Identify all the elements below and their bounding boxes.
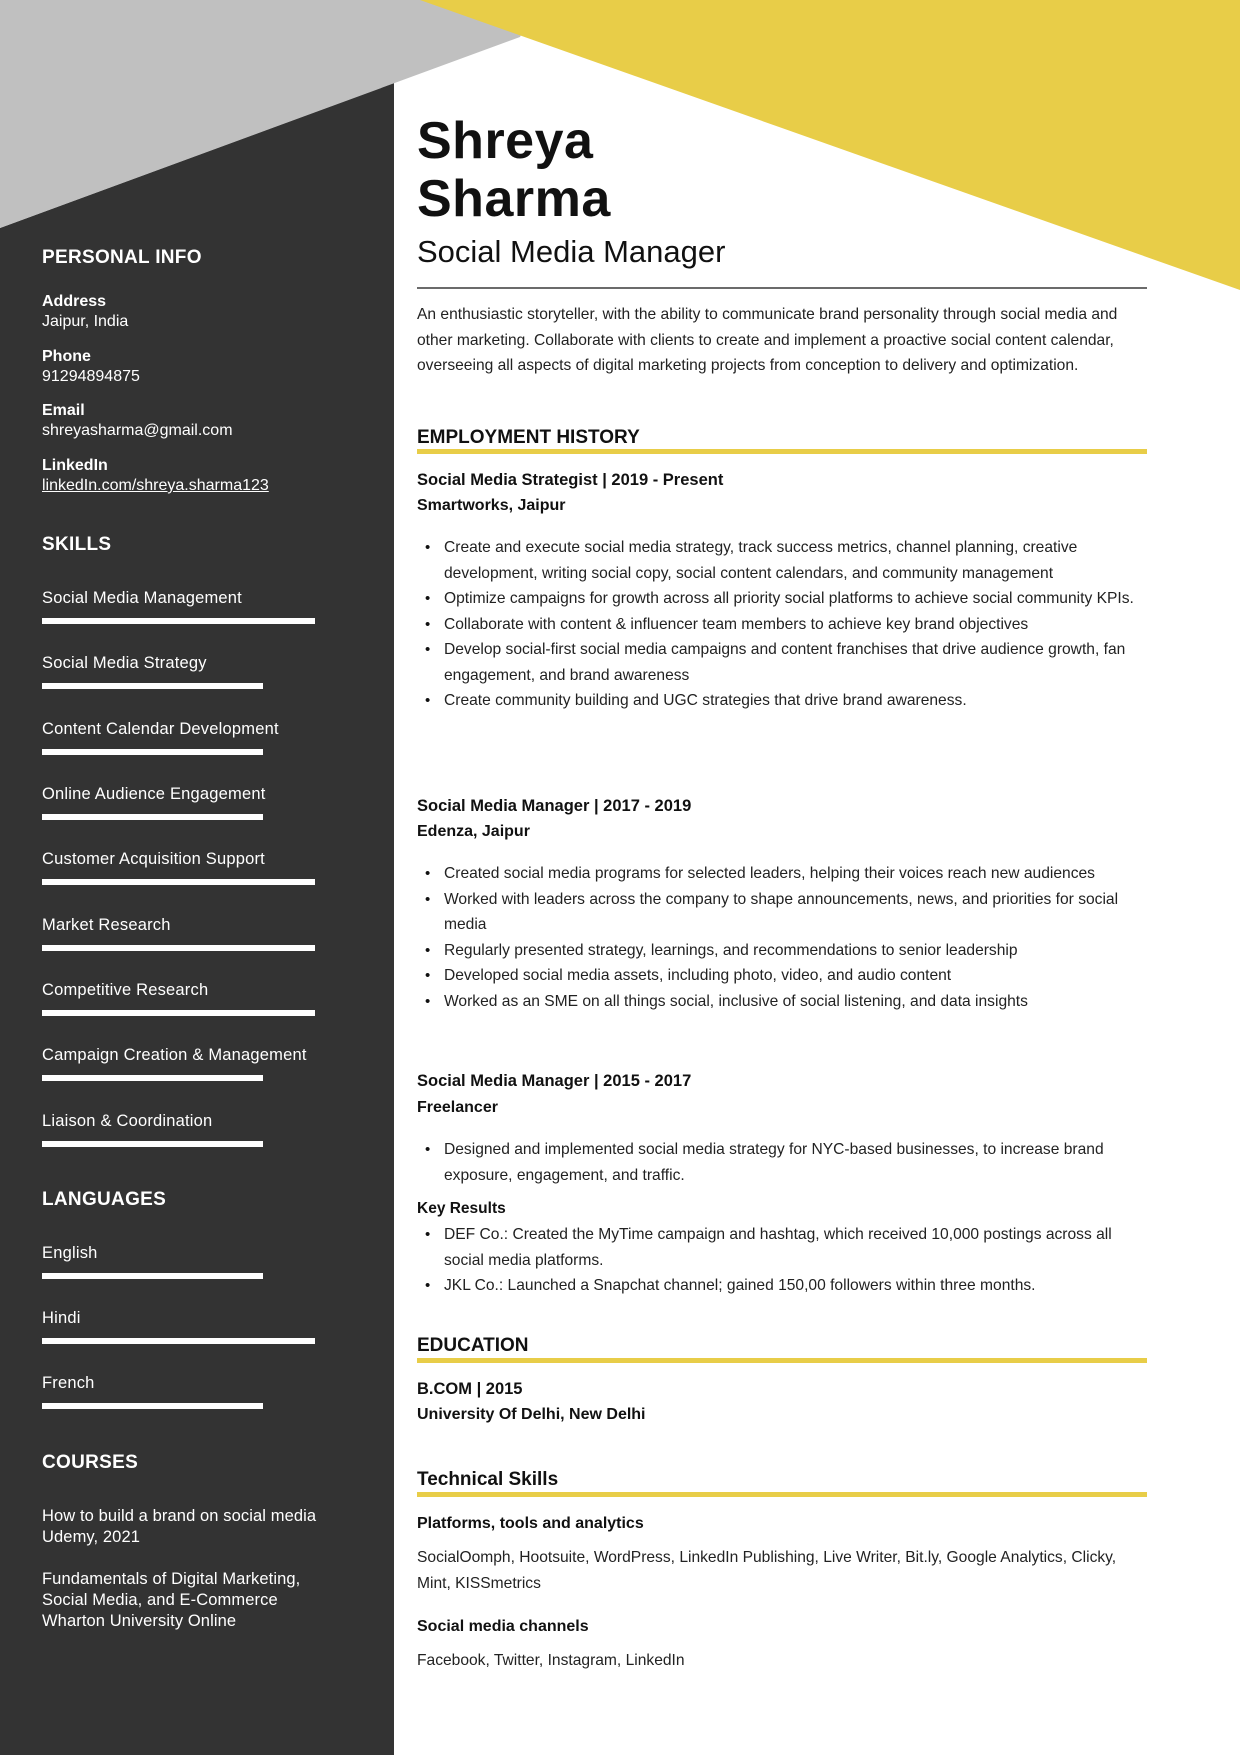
courses-heading: COURSES [42,1452,139,1473]
skill-label: Content Calendar Development [42,720,279,738]
skill-item [42,849,372,869]
bullet-item: • Create community building and UGC strategies that drive brand awareness. [444,688,1147,714]
bullet-item: • Developed social media assets, including photo, video, and audio content [444,963,1147,989]
skill-label: Online Audience Engagement [42,785,266,803]
job-bullets [417,1137,1147,1188]
skill-label: Competitive Research [42,981,209,999]
course-title: Fundamentals of Digital Marketing, [42,1570,301,1588]
skill-item [42,1045,372,1065]
skill-label: Social Media Management [42,589,242,607]
bullet-item: • Develop social-first social media campaigns and content franchises that drive audience growth, fan engagement, and brand awareness [444,637,1147,688]
skill-level-bar [42,945,315,951]
skill-item [42,980,372,1000]
tech-group-label: Platforms, tools and analytics [417,1515,644,1532]
school: University Of Delhi, New Delhi [417,1406,646,1423]
email-block [42,401,233,441]
language-item [42,1373,372,1393]
last-name: Sharma [417,170,611,228]
bullet-item: • Worked as an SME on all things social, inclusive of social listening, and data insights [444,989,1147,1015]
skill-label: Customer Acquisition Support [42,850,265,868]
skill-label: Campaign Creation & Management [42,1046,307,1064]
phone-block [42,347,140,387]
personal-info-heading: PERSONAL INFO [42,247,202,268]
course-provider: Wharton University Online [42,1612,237,1630]
skill-level-bar [42,1075,263,1081]
tech-group-value: SocialOomph, Hootsuite, WordPress, LinkedIn Publishing, Live Writer, Bit.ly, Google Analytics, Clicky, Mint, KISSmetrics [417,1549,1117,1592]
skill-item [42,1111,372,1131]
language-level-bar [42,1403,263,1409]
linkedin-label: LinkedIn [42,457,108,474]
skill-level-bar [42,879,315,885]
language-item [42,1243,372,1263]
language-label: Hindi [42,1309,81,1327]
email-value[interactable]: shreyasharma@gmail.com [42,422,233,439]
job-bullets [417,535,1147,714]
phone-value: 91294894875 [42,368,140,385]
address-block [42,292,128,332]
course-title-cont: Social Media, and E-Commerce [42,1591,278,1609]
address-label: Address [42,293,107,310]
title-divider [417,287,1147,289]
technical-skills-rule [417,1492,1147,1497]
education-heading: EDUCATION [417,1335,529,1356]
email-label: Email [42,402,85,419]
skill-item [42,719,372,739]
bullet-item: • Created social media programs for selected leaders, helping their voices reach new audiences [444,861,1147,887]
bullet-item: • Create and execute social media strategy, track success metrics, channel planning, creative development, writing social copy, social content calendars, and community management [444,535,1147,586]
bullet-item: • Optimize campaigns for growth across all priority social platforms to achieve social community KPIs. [444,586,1147,612]
skill-level-bar [42,814,263,820]
language-item [42,1308,372,1328]
employment-heading: EMPLOYMENT HISTORY [417,427,640,448]
skill-level-bar [42,683,263,689]
key-results-label: Key Results [417,1200,506,1217]
course-provider: Udemy, 2021 [42,1528,141,1546]
tech-group-value: Facebook, Twitter, Instagram, LinkedIn [417,1652,685,1669]
skills-heading: SKILLS [42,534,112,555]
skill-level-bar [42,749,263,755]
bullet-item: • Collaborate with content & influencer team members to achieve key brand objectives [444,612,1147,638]
first-name: Shreya [417,112,594,170]
job-bullets [417,861,1147,1014]
job-title: Social Media Strategist | 2019 - Present [417,471,724,489]
phone-label: Phone [42,348,91,365]
education-rule [417,1358,1147,1363]
skill-label: Social Media Strategy [42,654,207,672]
language-label: French [42,1374,95,1392]
job-title-heading: Social Media Manager [417,234,726,269]
tech-group-label: Social media channels [417,1618,589,1635]
bullet-item: • DEF Co.: Created the MyTime campaign and hashtag, which received 10,000 postings across all social media platforms. [444,1222,1147,1273]
skill-level-bar [42,618,315,624]
profile-summary: An enthusiastic storyteller, with the ability to communicate brand personality through social media and other marketing. Collaborate with clients to create and implement a proactive social content calendar, overseeing all aspects of digital marketing projects from conception to delivery and optimization. [417,306,1118,374]
skill-item [42,588,372,608]
linkedin-link[interactable]: linkedIn.com/shreya.sharma123 [42,477,269,494]
skill-item [42,915,372,935]
job-title: Social Media Manager | 2017 - 2019 [417,797,692,815]
job-title: Social Media Manager | 2015 - 2017 [417,1072,692,1090]
bullet-item: • Worked with leaders across the company to shape announcements, news, and priorities for social media [444,887,1147,938]
key-results-list [417,1222,1147,1299]
language-level-bar [42,1338,315,1344]
address-value: Jaipur, India [42,313,129,330]
candidate-name [417,112,611,228]
bullet-item: • JKL Co.: Launched a Snapchat channel; gained 150,00 followers within three months. [444,1273,1147,1299]
course-item [42,1506,372,1548]
employment-rule [417,449,1147,454]
job-org: Freelancer [417,1099,498,1116]
degree: B.COM | 2015 [417,1380,523,1398]
job-org: Edenza, Jaipur [417,823,530,840]
bullet-item: • Regularly presented strategy, learnings, and recommendations to senior leadership [444,938,1147,964]
job-org: Smartworks, Jaipur [417,497,566,514]
skill-label: Liaison & Coordination [42,1112,213,1130]
skill-level-bar [42,1010,315,1016]
language-level-bar [42,1273,263,1279]
course-item [42,1569,372,1632]
linkedin-block [42,456,269,496]
bullet-item: • Designed and implemented social media strategy for NYC-based businesses, to increase brand exposure, engagement, and traffic. [444,1137,1147,1188]
skill-level-bar [42,1141,263,1147]
skill-item [42,653,372,673]
language-label: English [42,1244,98,1262]
course-title: How to build a brand on social media [42,1507,317,1525]
technical-skills-heading: Technical Skills [417,1469,559,1490]
languages-heading: LANGUAGES [42,1189,167,1210]
skill-label: Market Research [42,916,171,934]
skill-item [42,784,372,804]
